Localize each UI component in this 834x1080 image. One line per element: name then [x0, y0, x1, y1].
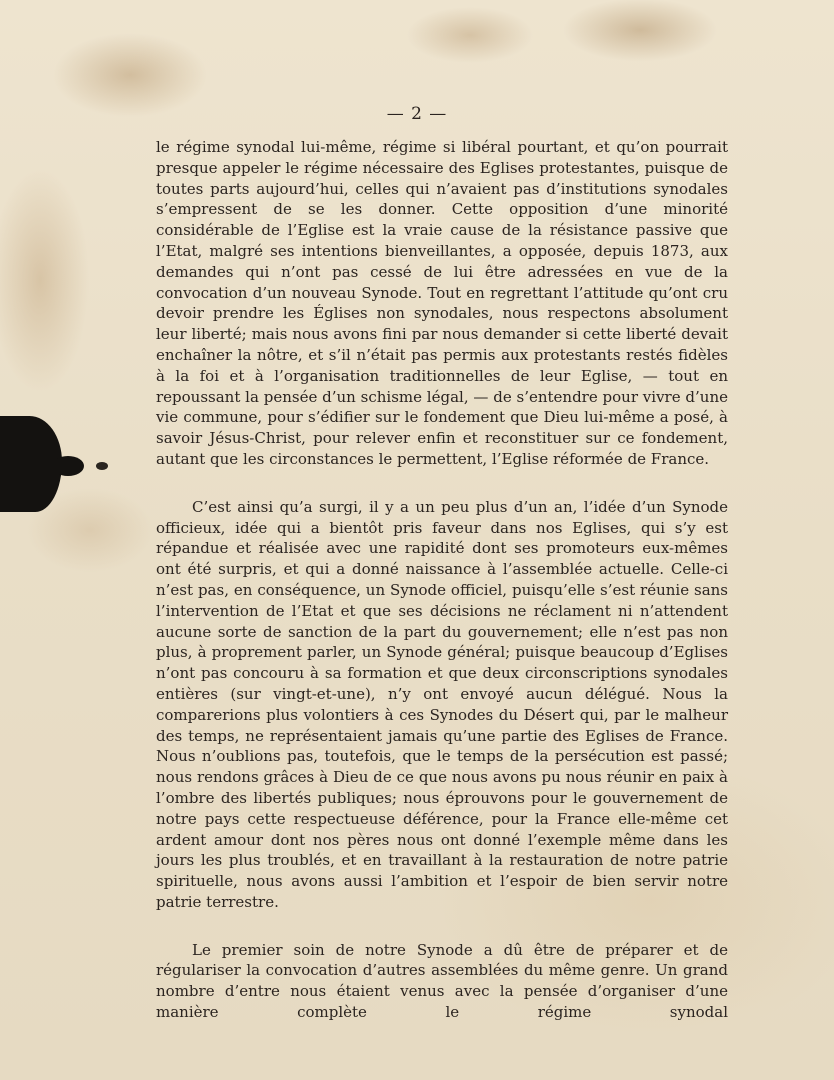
body-text [156, 137, 728, 1050]
paragraph-2: C’est ainsi qu’a surgi, il y a un peu plus d’un an, l’idée d’un Synode officieux, idée qui a bientôt pris faveur dans nos Eglises, qui s’y est répandue et réalisée avec une rapidité dont ses promoteurs eux-mêmes ont été surpris, et qui a donné naissance à l’assemblée actuelle. Celle-ci n’est pas, en conséquence, un Synode officiel, puisqu’elle s’est réunie sans l’intervention de l’Etat et que ses décisions ne réclament ni n’attendent aucune sorte de sanction de la part du gouvernement; elle n’est pas non plus, à proprement parler, un Synode général; puisque beaucoup d’Eglises n’ont pas concouru à sa formation et que deux circonscriptions synodales entières (sur vingt-et-une), n’y ont envoyé aucun délégué. Nous la comparerions plus volontiers à ces Synodes du Désert qui, par le malheur des temps, ne représentaient jamais qu’une partie des Eglises de France. Nous n’oublions pas, toutefois, que le temps de la persécution est passé; nous rendons grâces à Dieu de ce que nous avons pu nous réunir en paix à l’ombre des libertés publiques; nous éprouvons pour le gouvernement de notre pays cette respectueuse déférence, pour la France elle-même cet ardent amour dont nos pères nous ont donné l’exemple même dans les jours les plus troublés, et en travaillant à la restauration de notre patrie spirituelle, nous avons aussi l’ambition et l’espoir de bien servir notre patrie terrestre. [156, 497, 728, 911]
paragraph-3: Le premier soin de notre Synode a dû être de préparer et de régulariser la convocation d’autres assemblées du même genre. Un grand nombre d’entre nous étaient venus avec la pensée d’organiser d’une manière complète le régime synodal [156, 940, 728, 1022]
paragraph-1: le régime synodal lui-même, régime si libéral pourtant, et qu’on pourrait presque appeler le régime nécessaire des Eglises protestantes, puisque de toutes parts aujourd’hui, celles qui n’avaient pas d’institutions synodales s’empressent de se les donner. Cette opposition d’une minorité considérable de l’Eglise est la vraie cause de la résistance passive que l’Etat, malgré ses intentions bienveillantes, a opposée, depuis 1873, aux demandes qui n’ont pas cessé de lui être adressées en vue de la convocation d’un nouveau Synode. Tout en regrettant l’attitude qu’ont cru devoir prendre les Églises non synodales, nous respectons absolument leur liberté; mais nous avons fini par nous demander si cette liberté devait enchaîner la nôtre, et s’il n’était pas permis aux protestants restés fidèles à la foi et à l’organisation traditionnelles de leur Eglise, — tout en repoussant la pensée d’un schisme légal, — de s’entendre pour vivre d’une vie commune, pour s’édifier sur le fondement que Dieu lui-même a posé, à savoir Jésus-Christ, pour relever enfin et reconstituer sur ce fondement, autant que les circonstances le permettent, l’Eglise réformée de France. [156, 138, 728, 468]
page-number: — 2 — [386, 104, 448, 124]
ink-drop [96, 462, 108, 470]
ink-stain [0, 416, 62, 512]
